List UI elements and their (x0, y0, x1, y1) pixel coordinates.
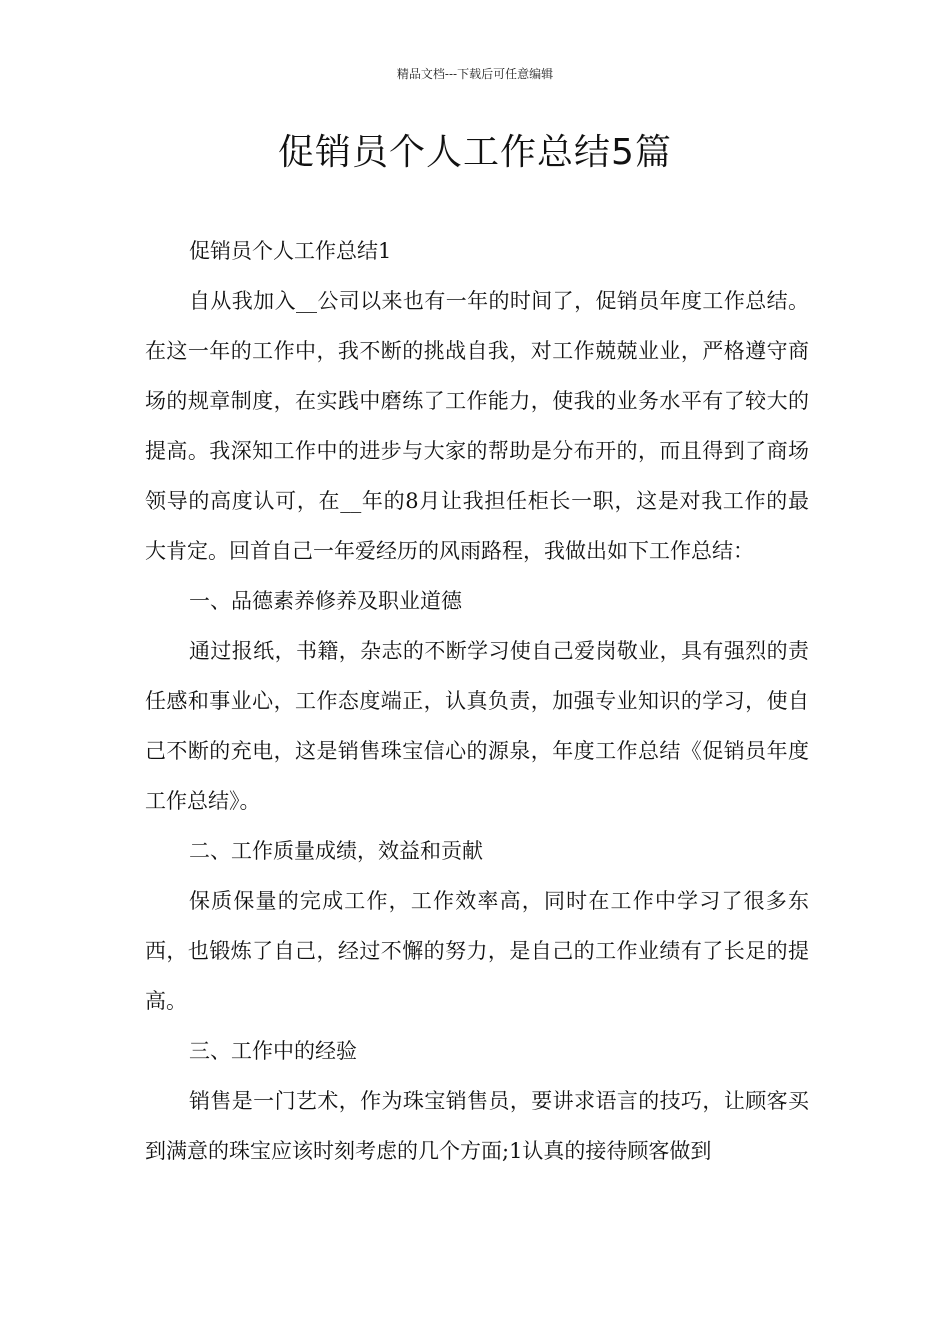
intro-paragraph: 自从我加入__公司以来也有一年的时间了，促销员年度工作总结。在这一年的工作中，我不断的挑战自我，对工作兢兢业业，严格遵守商场的规章制度，在实践中磨练了工作能力，使我的业务水平有了较大的提高。我深知工作中的进步与大家的帮助是分布开的，而且得到了商场领导的高度认可，在__年的8月让我担任柜长一职，这是对我工作的最大肯定。回首自己一年爱经历的风雨路程，我做出如下工作总结： (145, 289, 809, 563)
heading-experience: 三、工作中的经验 (189, 1039, 357, 1063)
section-title: 促销员个人工作总结1 (189, 239, 392, 263)
paragraph-ethics: 通过报纸，书籍，杂志的不断学习使自己爱岗敬业，具有强烈的责任感和事业心，工作态度端正，认真负责，加强专业知识的学习，使自己不断的充电，这是销售珠宝信心的源泉，年度工作总结《促销员年度工作总结》。 (145, 639, 809, 813)
heading-quality: 二、工作质量成绩，效益和贡献 (189, 839, 483, 863)
document-title: 促销员个人工作总结5篇 (278, 132, 672, 173)
document-body (145, 226, 809, 1176)
paragraph-quality: 保质保量的完成工作，工作效率高，同时在工作中学习了很多东西，也锻炼了自己，经过不懈的努力，是自己的工作业绩有了长足的提高。 (145, 889, 809, 1013)
page-header: 精品文档---下载后可任意编辑 (396, 67, 554, 81)
heading-ethics: 一、品德素养修养及职业道德 (189, 589, 462, 613)
paragraph-experience: 销售是一门艺术，作为珠宝销售员，要讲求语言的技巧，让顾客买到满意的珠宝应该时刻考虑的几个方面;1认真的接待顾客做到 (145, 1089, 809, 1163)
